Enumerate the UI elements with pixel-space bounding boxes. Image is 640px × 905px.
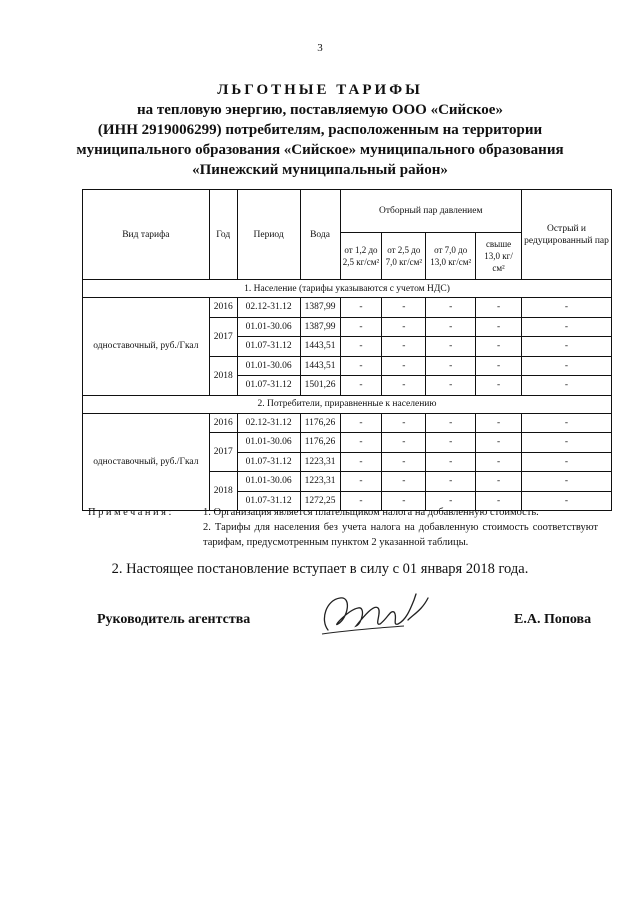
p3-cell: - (426, 376, 476, 396)
p4-cell: - (476, 298, 522, 318)
title-line-3: (ИНН 2919006299) потребителям, расположенным на территории (97, 122, 543, 138)
p1-cell: - (340, 433, 382, 453)
note-item-1: 1. Организация является плательщиком налога на добавленную стоимость. (203, 507, 539, 518)
period-cell: 01.07-31.12 (237, 491, 300, 511)
water-cell: 1176,26 (300, 413, 340, 433)
p3-cell: - (426, 491, 476, 511)
tariff-type-cell: одноставочный, руб./Гкал (83, 298, 210, 396)
header-pressure-4: свыше 13,0 кг/см² (476, 233, 522, 280)
water-cell: 1387,99 (300, 317, 340, 337)
p4-cell: - (476, 317, 522, 337)
notes (88, 505, 598, 550)
sharp-cell: - (522, 452, 612, 472)
p4-cell: - (476, 452, 522, 472)
notes-label: Примечания: (88, 507, 174, 518)
p3-cell: - (426, 452, 476, 472)
header-pressure-3: от 7,0 до 13,0 кг/см² (426, 233, 476, 280)
p2-cell: - (382, 298, 426, 318)
water-cell: 1223,31 (300, 472, 340, 492)
handwritten-signature (318, 590, 433, 640)
header-pressure-2: от 2,5 до 7,0 кг/см² (382, 233, 426, 280)
p4-cell: - (476, 433, 522, 453)
header-year: Год (209, 190, 237, 280)
header-period: Период (237, 190, 300, 280)
p3-cell: - (426, 433, 476, 453)
header-sharp-steam: Острый и редуцированный пар (522, 190, 612, 280)
p1-cell: - (340, 337, 382, 357)
p1-cell: - (340, 491, 382, 511)
p4-cell: - (476, 376, 522, 396)
section-title: 1. Население (тарифы указываются с учетом НДС) (83, 280, 612, 298)
p2-cell: - (382, 356, 426, 376)
sharp-cell: - (522, 317, 612, 337)
sharp-cell: - (522, 433, 612, 453)
sharp-cell: - (522, 376, 612, 396)
sharp-cell: - (522, 413, 612, 433)
period-cell: 02.12-31.12 (237, 413, 300, 433)
water-cell: 1223,31 (300, 452, 340, 472)
header-tariff-type: Вид тарифа (83, 190, 210, 280)
p4-cell: - (476, 491, 522, 511)
p1-cell: - (340, 413, 382, 433)
p1-cell: - (340, 376, 382, 396)
signatory-title: Руководитель агентства (97, 612, 251, 627)
tariff-type-cell: одноставочный, руб./Гкал (83, 413, 210, 511)
sharp-cell: - (522, 356, 612, 376)
p2-cell: - (382, 452, 426, 472)
table-row (83, 298, 612, 318)
p1-cell: - (340, 317, 382, 337)
water-cell: 1272,25 (300, 491, 340, 511)
period-cell: 02.12-31.12 (237, 298, 300, 318)
note-item-2: 2. Тарифы для населения без учета налога на добавленную стоимость соответствуют тарифам, предусмотренным пунктом 2 указанной таблицы. (203, 522, 598, 548)
p1-cell: - (340, 298, 382, 318)
header-pressure-1: от 1,2 до 2,5 кг/см² (340, 233, 382, 280)
p3-cell: - (426, 298, 476, 318)
p4-cell: - (476, 472, 522, 492)
table-row (83, 413, 612, 433)
water-cell: 1501,26 (300, 376, 340, 396)
period-cell: 01.07-31.12 (237, 376, 300, 396)
year-cell: 2018 (209, 472, 237, 511)
period-cell: 01.01-30.06 (237, 317, 300, 337)
period-cell: 01.07-31.12 (237, 337, 300, 357)
p3-cell: - (426, 337, 476, 357)
p4-cell: - (476, 356, 522, 376)
sharp-cell: - (522, 491, 612, 511)
water-cell: 1443,51 (300, 337, 340, 357)
period-cell: 01.01-30.06 (237, 356, 300, 376)
year-cell: 2017 (209, 433, 237, 472)
sharp-cell: - (522, 337, 612, 357)
p2-cell: - (382, 491, 426, 511)
p2-cell: - (382, 317, 426, 337)
title-line-5: «Пинежский муниципальный район» (192, 162, 448, 178)
title-line-2: на тепловую энергию, поставляемую ООО «Сийское» (137, 102, 503, 118)
title-line-1: ЛЬГОТНЫЕ ТАРИФЫ (217, 82, 423, 98)
decree-text: 2. Настоящее постановление вступает в силу с 01 января 2018 года. (111, 561, 529, 577)
p2-cell: - (382, 472, 426, 492)
year-cell: 2016 (209, 413, 237, 433)
section-title: 2. Потребители, приравненные к населению (83, 395, 612, 413)
sharp-cell: - (522, 298, 612, 318)
sharp-cell: - (522, 472, 612, 492)
p2-cell: - (382, 376, 426, 396)
p2-cell: - (382, 433, 426, 453)
year-cell: 2016 (209, 298, 237, 318)
title-line-4: муниципального образования «Сийское» муниципального образования (76, 142, 564, 158)
period-cell: 01.01-30.06 (237, 433, 300, 453)
p2-cell: - (382, 337, 426, 357)
year-cell: 2017 (209, 317, 237, 356)
p1-cell: - (340, 452, 382, 472)
tariff-table (82, 189, 612, 511)
p4-cell: - (476, 337, 522, 357)
p2-cell: - (382, 413, 426, 433)
p3-cell: - (426, 413, 476, 433)
p3-cell: - (426, 317, 476, 337)
p1-cell: - (340, 356, 382, 376)
p3-cell: - (426, 472, 476, 492)
year-cell: 2018 (209, 356, 237, 395)
water-cell: 1443,51 (300, 356, 340, 376)
signatory-name: Е.А. Попова (514, 612, 592, 627)
water-cell: 1387,99 (300, 298, 340, 318)
header-steam: Отборный пар давлением (340, 190, 522, 233)
p3-cell: - (426, 356, 476, 376)
p4-cell: - (476, 413, 522, 433)
water-cell: 1176,26 (300, 433, 340, 453)
header-water: Вода (300, 190, 340, 280)
period-cell: 01.01-30.06 (237, 472, 300, 492)
document-title (60, 80, 580, 180)
period-cell: 01.07-31.12 (237, 452, 300, 472)
page-number: 3 (317, 42, 323, 54)
p1-cell: - (340, 472, 382, 492)
